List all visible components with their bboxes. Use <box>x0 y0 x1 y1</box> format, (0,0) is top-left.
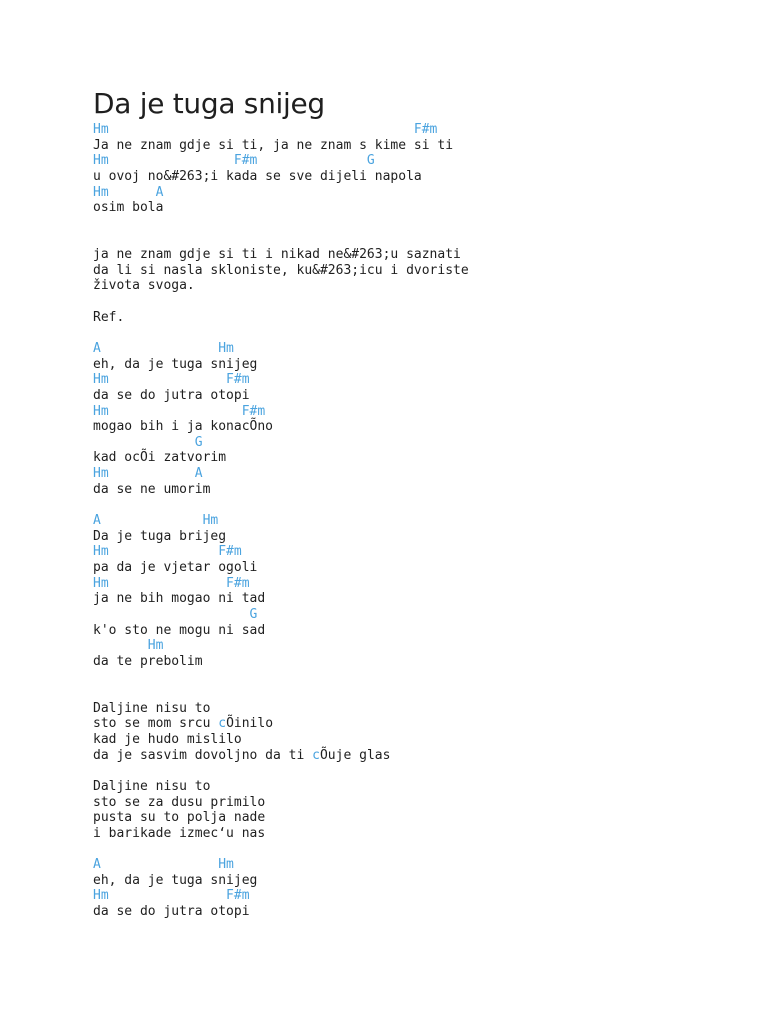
blank-line <box>93 497 733 513</box>
blank-line <box>93 669 733 685</box>
lyric-line: k'o sto ne mogu ni sad <box>93 622 266 638</box>
chord-line: G <box>93 606 258 622</box>
blank-line <box>93 231 733 247</box>
highlighted-char: c <box>312 747 320 763</box>
song-page <box>93 86 733 920</box>
blank-line <box>93 763 733 779</box>
blank-line <box>93 294 733 310</box>
blank-line <box>93 841 733 857</box>
lyric-line <box>93 748 733 764</box>
lyric-line: Ja ne znam gdje si ti, ja ne znam s kime si ti <box>93 137 454 153</box>
lyric-text: da je sasvim dovoljno da ti <box>93 747 313 763</box>
song-title: Da je tuga snijeg <box>93 87 325 120</box>
blank-line <box>93 216 733 232</box>
lyric-line <box>93 716 733 732</box>
lyric-line: eh, da je tuga snijeg <box>93 872 258 888</box>
chord-line: A Hm <box>93 513 219 529</box>
lyric-line: osim bola <box>93 200 164 216</box>
lyric-line: mogao bih i ja konacÕno <box>93 419 274 435</box>
lyric-line: ja ne znam gdje si ti i nikad ne&#263;u saznati <box>93 247 461 263</box>
chord-line: Hm F#m <box>93 122 438 137</box>
song-sheet <box>93 122 733 920</box>
chord-line: Hm F#m <box>93 888 250 904</box>
chord-line: Hm <box>93 638 164 654</box>
lyric-line: da te prebolim <box>93 653 203 669</box>
chord-line: Hm F#m <box>93 372 250 388</box>
chord-line: Hm F#m <box>93 544 242 560</box>
lyric-line: u ovoj no&#263;i kada se sve dijeli napola <box>93 168 422 184</box>
lyric-line: života svoga. <box>93 278 195 294</box>
lyric-text: Õinilo <box>226 716 274 732</box>
lyric-line: da se ne umorim <box>93 481 211 497</box>
chord-line: Hm F#m G <box>93 153 375 169</box>
lyric-line: da li si nasla skloniste, ku&#263;icu i dvoriste <box>93 262 469 278</box>
lyric-line: Daljine nisu to <box>93 778 211 794</box>
lyric-line: kad ocÕi zatvorim <box>93 450 227 466</box>
lyric-line: da se do jutra otopi <box>93 904 250 920</box>
highlighted-char: c <box>218 716 227 732</box>
chord-line: Hm F#m <box>93 575 250 591</box>
lyric-line: Ref. <box>93 309 125 325</box>
lyric-line: Da je tuga brijeg <box>93 528 227 544</box>
lyric-line: eh, da je tuga snijeg <box>93 356 258 372</box>
lyric-line: ja ne bih mogao ni tad <box>93 591 266 607</box>
lyric-line: kad je hudo mislilo <box>93 731 242 747</box>
blank-line <box>93 685 733 701</box>
chord-line: Hm A <box>93 184 164 200</box>
chord-line: A Hm <box>93 857 234 873</box>
lyric-line: da se do jutra otopi <box>93 387 250 403</box>
lyric-line: i barikade izmec‘u nas <box>93 825 266 841</box>
lyric-line: Daljine nisu to <box>93 700 211 716</box>
chord-line: Hm F#m <box>93 403 266 419</box>
chord-line: G <box>93 434 203 450</box>
chord-line: A Hm <box>93 340 234 356</box>
lyric-line: pusta su to polja nade <box>93 810 266 826</box>
blank-line <box>93 325 733 341</box>
lyric-text: Õuje glas <box>319 747 391 763</box>
chord-line: Hm A <box>93 466 203 482</box>
lyric-text: sto se mom srcu <box>93 716 219 732</box>
lyric-line: pa da je vjetar ogoli <box>93 559 258 575</box>
lyric-line: sto se za dusu primilo <box>93 794 266 810</box>
